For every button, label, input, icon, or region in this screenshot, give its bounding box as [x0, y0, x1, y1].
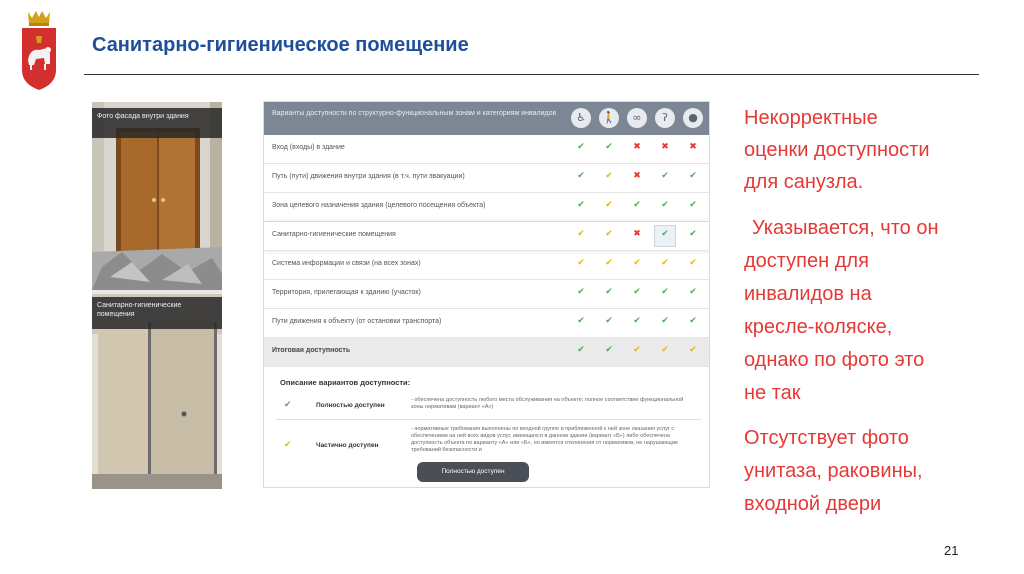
table-header-text: Варианты доступности по структурно-функциональным зонам и категориям инвалидов	[272, 110, 557, 117]
legend-item-name: Частично доступен	[316, 442, 379, 449]
table-row-total[interactable]	[264, 338, 710, 367]
status-ok-icon: ✔	[689, 229, 697, 239]
status-partial-icon: ✔	[605, 200, 613, 210]
row-label: Санитарно-гигиенические помещения	[272, 231, 396, 238]
head-icon: ●	[683, 108, 703, 128]
status-partial-icon: ✔	[577, 229, 585, 239]
status-ok-icon: ✔	[284, 400, 292, 410]
status-ok-icon: ✔	[605, 316, 613, 326]
legend-item-desc: - обеспечена доступность любого места обслуживания на объекте; полное соответствие функциональной зоны нормативам (вариант «А»)	[411, 397, 684, 410]
page-title: Санитарно-гигиеническое помещение	[92, 34, 469, 56]
table-row[interactable]	[264, 280, 710, 309]
status-ok-icon: ✔	[577, 287, 585, 297]
status-partial-icon: ✔	[661, 345, 669, 355]
status-no-icon: ✖	[633, 229, 641, 239]
row-label: Итоговая доступность	[272, 347, 351, 354]
status-no-icon: ✖	[633, 142, 641, 152]
status-ok-icon: ✔	[633, 287, 641, 297]
status-ok-icon: ✔	[605, 142, 613, 152]
legend-item	[276, 392, 701, 420]
status-ok-icon: ✔	[661, 229, 669, 239]
status-ok-icon: ✔	[689, 200, 697, 210]
perm-krai-coat-of-arms	[14, 8, 64, 92]
status-ok-icon: ✔	[689, 316, 697, 326]
table-row[interactable]	[264, 135, 710, 164]
table-header	[264, 102, 710, 135]
status-ok-icon: ✔	[689, 171, 697, 181]
status-ok-icon: ✔	[661, 200, 669, 210]
row-label: Зона целевого назначения здания (целевого посещения объекта)	[272, 202, 486, 209]
page-number: 21	[944, 543, 959, 558]
comment-line: входной двери	[744, 493, 882, 515]
status-partial-icon: ✔	[633, 345, 641, 355]
comment-line: Отсутствует фото	[744, 427, 909, 449]
accessibility-table-screenshot	[263, 101, 710, 488]
table-row-sanitary[interactable]	[264, 222, 710, 251]
tooltip: Полностью доступен	[417, 462, 529, 482]
status-ok-icon: ✔	[661, 171, 669, 181]
status-ok-icon: ✔	[633, 200, 641, 210]
status-ok-icon: ✔	[577, 200, 585, 210]
status-ok-icon: ✔	[577, 316, 585, 326]
wheelchair-icon: ♿	[571, 108, 591, 128]
legend-item-desc: - нормативные требования выполнены по входной группе и приближенной к ней зоне оказания услуг с обеспечением на ней всех видов услуг, имеющихся в данном здании (вариант «Б») либо обеспечена доступность объекта по варианту «А» или «Б», но имеются отклонения от нормативов, не нарушающие требований безопасности и	[411, 426, 678, 453]
table-row[interactable]	[264, 193, 710, 222]
status-ok-icon: ✔	[633, 316, 641, 326]
status-partial-icon: ✔	[661, 258, 669, 268]
status-ok-icon: ✔	[661, 316, 669, 326]
comment-line: инвалидов на	[744, 283, 872, 305]
row-label: Вход (входы) в здание	[272, 144, 345, 151]
status-ok-icon: ✔	[577, 142, 585, 152]
table-row[interactable]	[264, 164, 710, 193]
status-ok-icon: ✔	[689, 287, 697, 297]
photo-caption-facade: Фото фасада внутри здания	[92, 108, 222, 138]
status-partial-icon: ✔	[633, 258, 641, 268]
status-partial-icon: ✔	[605, 229, 613, 239]
row-label: Путь (пути) движения внутри здания (в т.ч. пути эвакуации)	[272, 173, 465, 180]
status-ok-icon: ✔	[661, 287, 669, 297]
table-row[interactable]	[264, 251, 710, 280]
row-label: Пути движения к объекту (от остановки транспорта)	[272, 318, 442, 325]
comment-line: оценки доступности	[744, 139, 930, 161]
title-divider	[84, 74, 979, 75]
comment-line: Указывается, что он	[752, 217, 939, 239]
status-ok-icon: ✔	[605, 287, 613, 297]
table-row[interactable]	[264, 309, 710, 338]
status-partial-icon: ✔	[689, 345, 697, 355]
status-ok-icon: ✔	[577, 345, 585, 355]
status-partial-icon: ✔	[605, 258, 613, 268]
comment-line: для санузла.	[744, 171, 864, 193]
comment-line: кресле-коляске,	[744, 316, 893, 338]
status-partial-icon: ✔	[605, 171, 613, 181]
comment-line: однако по фото это	[744, 349, 925, 371]
status-no-icon: ✖	[633, 171, 641, 181]
status-partial-icon: ✔	[577, 258, 585, 268]
row-label: Территория, прилегающая к зданию (участок)	[272, 289, 421, 296]
status-no-icon: ✖	[661, 142, 669, 152]
photo-caption-sanitary: Санитарно-гигиенические помещения	[92, 297, 222, 329]
comment-line: унитаза, раковины,	[744, 460, 923, 482]
comment-line: Некорректные	[744, 107, 878, 129]
legend-item-name: Полностью доступен	[316, 402, 385, 409]
row-label: Система информации и связи (на всех зонах)	[272, 260, 421, 267]
legend-title: Описание вариантов доступности:	[280, 378, 411, 387]
status-partial-icon: ✔	[689, 258, 697, 268]
ear-icon: ʔ	[655, 108, 675, 128]
walking-cane-icon: 🚶	[599, 108, 619, 128]
photo-column	[92, 102, 222, 489]
status-ok-icon: ✔	[577, 171, 585, 181]
comment-line: доступен для	[744, 250, 869, 272]
glasses-icon: ∞	[627, 108, 647, 128]
status-ok-icon: ✔	[605, 345, 613, 355]
status-partial-icon: ✔	[284, 440, 292, 450]
status-no-icon: ✖	[689, 142, 697, 152]
comment-line: не так	[744, 382, 801, 404]
